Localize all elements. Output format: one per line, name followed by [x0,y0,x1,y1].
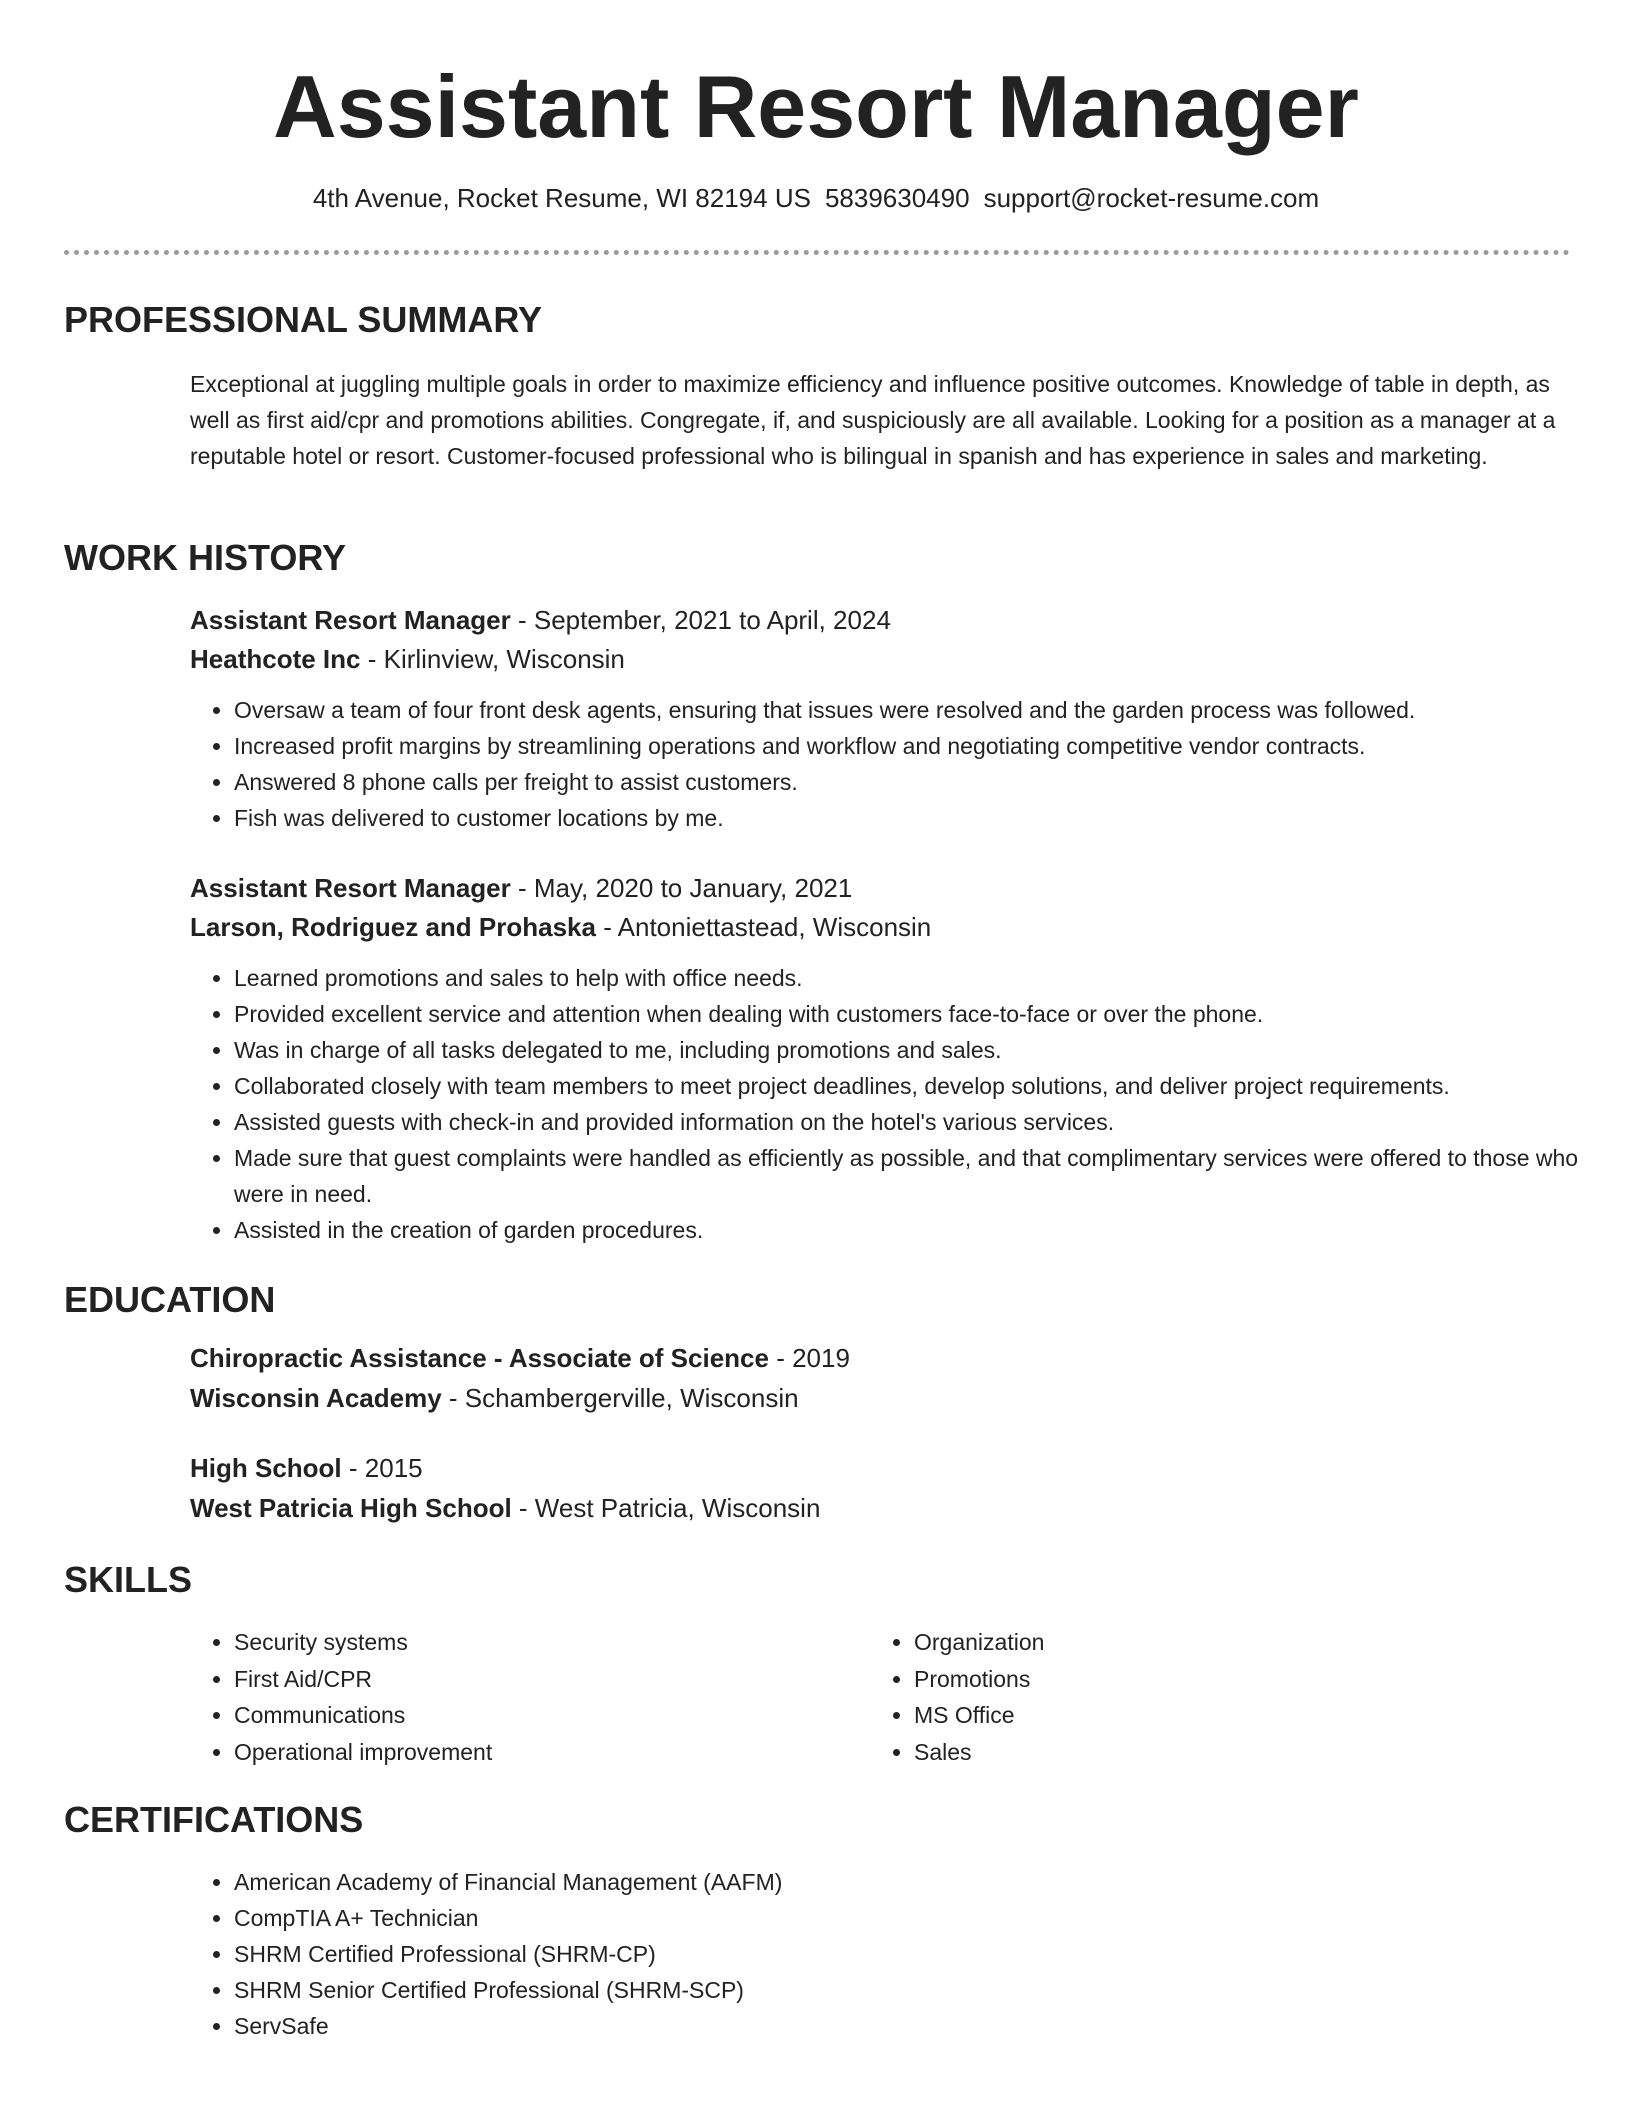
contact-email: support@rocket-resume.com [983,183,1320,213]
section-title-summary: PROFESSIONAL SUMMARY [64,299,543,340]
section-title-certifications: CERTIFICATIONS [64,1799,364,1840]
list-item: • American Academy of Financial Management (AAFM) [234,1864,1614,1900]
list-item: • SHRM Certified Professional (SHRM-CP) [234,1936,1614,1972]
education-year: - 2019 [768,1343,850,1373]
job-title: Assistant Resort Manager [190,605,511,635]
education-degree-line [190,1340,850,1376]
education-school-line [190,1490,820,1526]
education-degree: High School [190,1453,342,1483]
list-item: • MS Office [914,1697,1534,1734]
job-location: - Kirlinview, Wisconsin [360,644,625,674]
education-degree-line [190,1450,423,1486]
job-company: Heathcote Inc [190,644,361,674]
job-company: Larson, Rodriguez and Prohaska [190,912,596,942]
header-divider [64,250,1570,255]
list-item: • Sales [914,1734,1534,1771]
education-school: Wisconsin Academy [190,1383,442,1413]
job-dates: - May, 2020 to January, 2021 [510,873,853,903]
list-item: • Fish was delivered to customer locations by me. [234,800,1614,836]
list-item: • Communications [234,1697,854,1734]
contact-address: 4th Avenue, Rocket Resume, WI 82194 US [312,183,811,213]
contact-phone: 5839630490 [824,183,970,213]
list-item: • First Aid/CPR [234,1661,854,1698]
list-item: • Organization [914,1624,1534,1661]
resume-name: Assistant Resort Manager [273,57,1359,156]
education-year: - 2015 [341,1453,423,1483]
list-item: • CompTIA A+ Technician [234,1900,1614,1936]
list-item: • Oversaw a team of four front desk agents, ensuring that issues were resolved and the garden process was followed. [234,692,1614,728]
list-item: • Learned promotions and sales to help with office needs. [234,960,1614,996]
list-item: • Answered 8 phone calls per freight to assist customers. [234,764,1614,800]
section-title-work: WORK HISTORY [64,537,347,578]
list-item: • Assisted guests with check-in and provided information on the hotel's various services. [234,1104,1614,1140]
job-bullets [190,692,1614,836]
list-item: • Promotions [914,1661,1534,1698]
job-company-line [190,641,625,677]
list-item: • Collaborated closely with team members to meet project deadlines, develop solutions, and deliver project requirements. [234,1068,1614,1104]
list-item: • Assisted in the creation of garden procedures. [234,1212,1614,1248]
list-item: • Security systems [234,1624,854,1661]
skills-list-left [190,1624,854,1770]
list-item: • SHRM Senior Certified Professional (SHRM-SCP) [234,1972,1614,2008]
job-bullets [190,960,1614,1248]
list-item: • Provided excellent service and attention when dealing with customers face-to-face or over the phone. [234,996,1614,1032]
section-title-skills: SKILLS [64,1559,193,1600]
education-location: - Schambergerville, Wisconsin [441,1383,799,1413]
summary-text: Exceptional at juggling multiple goals in order to maximize efficiency and influence positive outcomes. Knowledge of table in depth, as well as first aid/cpr and promotions abilities. Congregate, if, and suspiciously are all available. Looking for a position as a manager at a reputable hotel or resort. Customer-focused professional who is bilingual in spanish and has experience in sales and marketing. [190,371,1556,469]
skills-list-right [870,1624,1534,1770]
education-location: - West Patricia, Wisconsin [511,1493,821,1523]
education-degree: Chiropractic Assistance - Associate of Science [190,1343,769,1373]
contact-line [0,180,1632,216]
education-school: West Patricia High School [190,1493,512,1523]
list-item: • Operational improvement [234,1734,854,1771]
job-dates: - September, 2021 to April, 2024 [510,605,891,635]
list-item: • Was in charge of all tasks delegated to me, including promotions and sales. [234,1032,1614,1068]
job-title-line [190,602,891,638]
list-item: • ServSafe [234,2008,1614,2044]
certifications-list [190,1864,1614,2044]
section-title-education: EDUCATION [64,1279,276,1320]
job-title-line [190,870,852,906]
list-item: • Made sure that guest complaints were handled as efficiently as possible, and that complimentary services were offered to those who were in need. [234,1140,1614,1212]
list-item: • Increased profit margins by streamlining operations and workflow and negotiating competitive vendor contracts. [234,728,1614,764]
job-location: - Antoniettastead, Wisconsin [595,912,932,942]
job-company-line [190,909,931,945]
job-title: Assistant Resort Manager [190,873,511,903]
education-school-line [190,1380,799,1416]
